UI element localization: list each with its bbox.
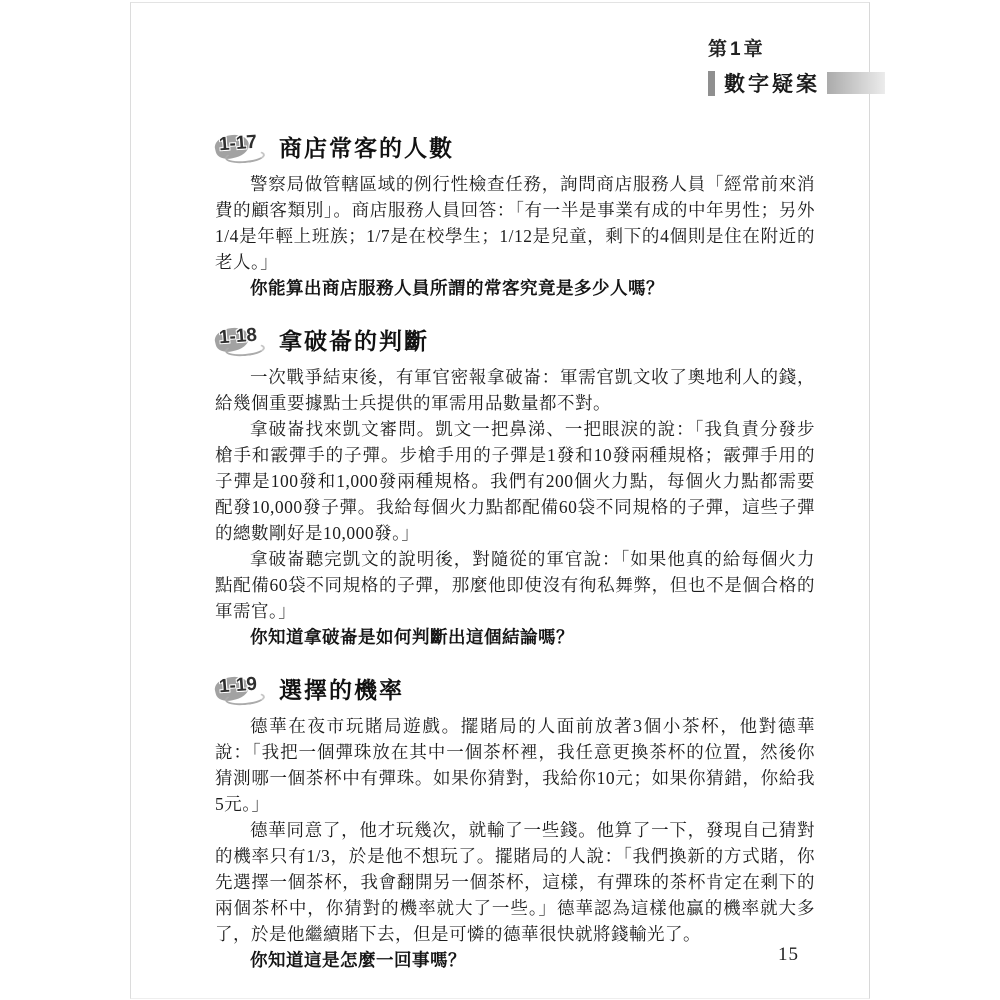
chapter-title-row: [708, 68, 885, 98]
section-header: [215, 319, 815, 359]
section-number-badge: [215, 319, 271, 359]
section-title: 拿破崙的判斷: [279, 327, 429, 354]
section-question: 你知道拿破崙是如何判斷出這個結論嗎？: [250, 627, 574, 647]
section-paragraph: 德華在夜市玩賭局遊戲。擺賭局的人面前放著3個小茶杯，他對德華說：「我把一個彈珠放在其中一個茶杯裡，我任意更換茶杯的位置，然後你猜測哪一個茶杯中有彈珠。如果你猜對，我給你10元；如果你猜錯，你給我5元。」: [215, 716, 815, 814]
section-title: 選擇的機率: [279, 676, 404, 703]
chapter-gradient-bar: [827, 72, 885, 94]
section-paragraph: 一次戰爭結束後，有軍官密報拿破崙：軍需官凱文收了奧地利人的錢，給幾個重要據點士兵提供的軍需用品數量都不對。: [215, 367, 815, 413]
section-header: [215, 126, 815, 166]
section-question: 你知道這是怎麼一回事嗎？: [250, 950, 466, 970]
section-paragraph: 拿破崙找來凱文審問。凱文一把鼻涕、一把眼淚的說：「我負責分發步槍手和霰彈手的子彈。步槍手用的子彈是1發和10發兩種規格；霰彈手用的子彈是100發和1,000發兩種規格。我們有200個火力點，每個火力點都需要配發10,000發子彈。我給每個火力點都配備60袋不同規格的子彈，這些子彈的總數剛好是10,000發。」: [215, 419, 815, 543]
page-content: [215, 126, 815, 991]
section-question: 你能算出商店服務人員所謂的常客究竟是多少人嗎？: [250, 278, 664, 298]
puzzle-section-1-17: [215, 126, 815, 302]
section-number: 1-18: [218, 324, 258, 349]
section-number-badge: [215, 126, 271, 166]
puzzle-section-1-19: [215, 668, 815, 974]
chapter-accent-bar: [708, 71, 715, 96]
section-header: [215, 668, 815, 708]
chapter-title: 數字疑案: [724, 72, 820, 96]
section-number: 1-19: [218, 673, 258, 698]
section-paragraph: 警察局做管轄區域的例行性檢查任務，詢問商店服務人員「經常前來消費的顧客類別」。商店服務人員回答：「有一半是事業有成的中年男性；另外1/4是年輕上班族；1/7是在校學生；1/12是兒童，剩下的4個則是住在附近的老人。」: [215, 174, 815, 272]
page-number: 15: [778, 944, 799, 965]
chapter-number: 第1章: [708, 39, 766, 60]
section-number: 1-17: [218, 131, 258, 156]
section-title: 商店常客的人數: [279, 134, 454, 161]
section-paragraph: 拿破崙聽完凱文的說明後，對隨從的軍官說：「如果他真的給每個火力點配備60袋不同規格的子彈，那麼他即使沒有徇私舞弊，但也不是個合格的軍需官。」: [215, 549, 815, 621]
puzzle-section-1-18: [215, 319, 815, 651]
section-paragraph: 德華同意了，他才玩幾次，就輸了一些錢。他算了一下，發現自己猜對的機率只有1/3，於是他不想玩了。擺賭局的人說：「我們換新的方式賭，你先選擇一個茶杯，我會翻開另一個茶杯，這樣，有彈珠的茶杯肯定在剩下的兩個茶杯中，你猜對的機率就大了一些。」德華認為這樣他贏的機率就大多了，於是他繼續賭下去，但是可憐的德華很快就將錢輸光了。: [215, 820, 815, 944]
section-number-badge: [215, 668, 271, 708]
chapter-header: [708, 34, 885, 98]
